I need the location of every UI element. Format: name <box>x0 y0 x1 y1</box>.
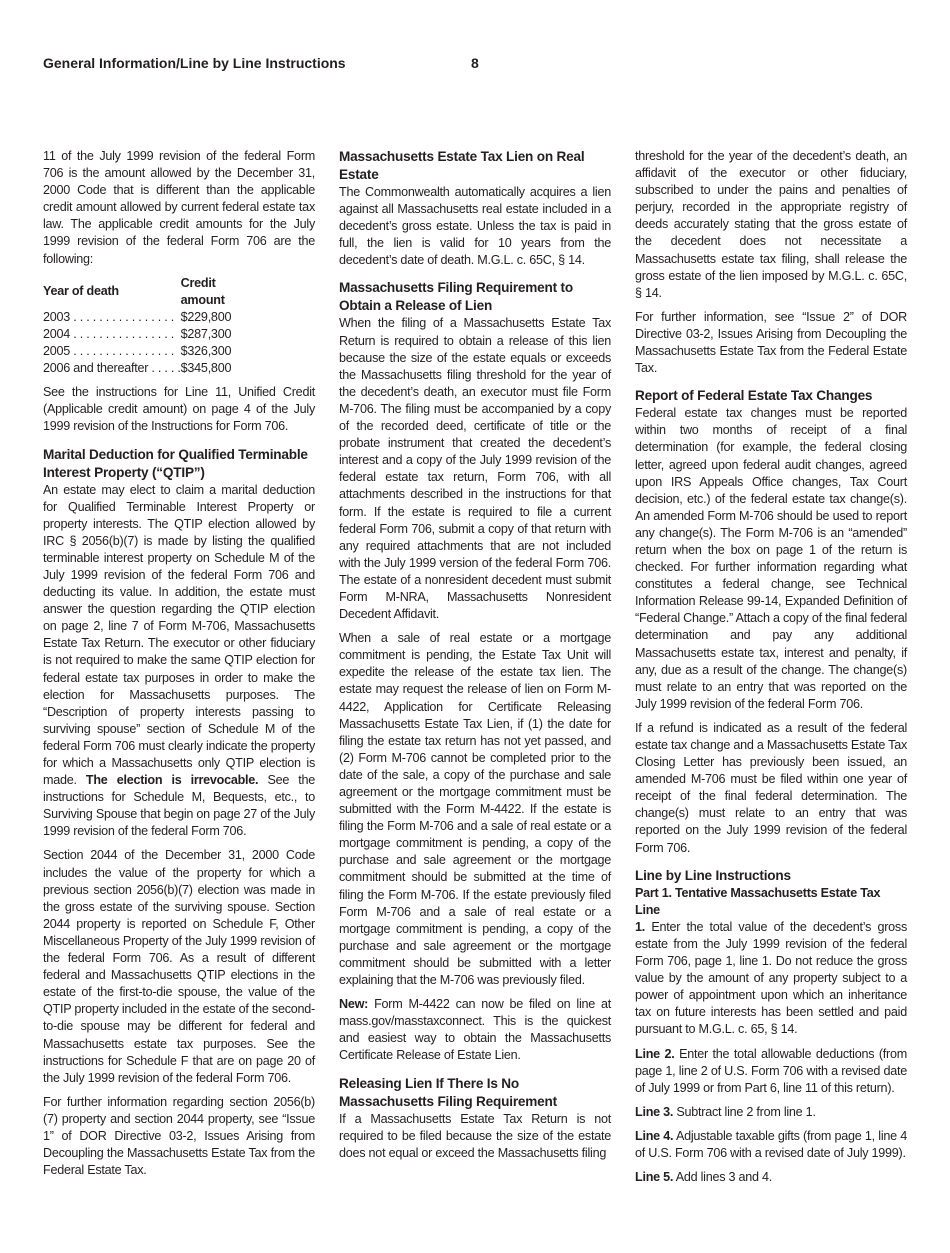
header-title: General Information/Line by Line Instructions <box>43 55 346 71</box>
section-heading-qtip: Marital Deduction for Qualified Terminable Interest Property (“QTIP”) <box>43 446 308 480</box>
paragraph: When a sale of real estate or a mortgage commitment is pending, the Estate Tax Unit will expedite the release of the estate tax lien. The estate may request the release of lien on Form M-4422, Application for Certificate Releasing Massachusetts Estate Tax Lien, if (1) the date for filing the estate tax return has not yet passed, and (2) Form M-706 cannot be completed prior to the date of the sale, a copy of the purchase and sale agreement or the mortgage commitment must be submitted with the Form M-4422. If the estate is filing the Form M-706 and a sale of real estate or a mortgage commitment is pending, a copy of the purchase and sale agreement or the mortgage commitment should be submitted at the time of filing the Form M-706. If the estate previously filed Form M-706 and a sale of real estate or a mortgage commitment is pending, a copy of the purchase and sale agreement or the mortgage commitment should be submitted with a letter explaining that the M-706 was previously filed. <box>339 631 611 988</box>
emphasis-text: The election is irrevocable. <box>85 773 259 788</box>
paragraph <box>43 482 315 841</box>
table-row <box>43 326 253 343</box>
page-number: 8 <box>471 55 479 71</box>
paragraph <box>635 1046 907 1097</box>
paragraph: See the instructions for Line 11, Unified Credit (Applicable credit amount) on page 4 of the July 1999 revision of the Instructions for Form 706. <box>43 385 315 434</box>
paragraph <box>635 1169 907 1186</box>
credit-amount-table <box>43 275 253 378</box>
paragraph: If a Massachusetts Estate Tax Return is not required to be filed because the size of the estate does not equal or exceed the Massachusetts filing <box>339 1111 611 1160</box>
table-row <box>43 360 253 377</box>
page-header <box>43 55 913 75</box>
amount-cell: $345,800 <box>180 361 232 376</box>
paragraph: If a refund is indicated as a result of the federal estate tax change and a Massachusetts Estate Tax Closing Letter has previously been issued, an amended M-706 must be filed within one year of receipt of the final federal determination. The change(s) must relate to an entry that was reported on the July 1999 revision of the federal Form 706. <box>635 720 907 855</box>
column-header-year: Year of death <box>43 284 119 299</box>
column-right <box>635 148 907 1193</box>
paragraph <box>635 1128 907 1162</box>
year-cell: 2005 . . . . . . . . . . . . . . . . <box>43 344 174 359</box>
line-label: Line 4. <box>635 1128 674 1143</box>
amount-cell: $326,300 <box>180 344 232 359</box>
table-row <box>43 309 253 326</box>
section-heading-report: Report of Federal Estate Tax Changes <box>635 388 873 404</box>
emphasis-text: New: <box>339 997 369 1012</box>
paragraph <box>339 996 611 1064</box>
paragraph-text: See the instructions for Schedule M, Bequests, etc., to Surviving Spouse that begin on page 27 of the July 1999 revision of the federal Form 706. <box>43 773 316 839</box>
paragraph: For further information regarding section 2056(b)(7) property and section 2044 property, see “Issue 1” of DOR Directive 03-2, Issues Arising from Decoupling the Massachusetts Estate Tax from the Federal Estate Tax. <box>43 1094 315 1178</box>
paragraph <box>635 1104 907 1121</box>
section-heading-filing: Massachusetts Filing Requirement to Obtain a Release of Lien <box>339 280 573 314</box>
paragraph: Section 2044 of the December 31, 2000 Code includes the value of the property for which a previous section 2056(b)(7) election was made in the gross estate of the surviving spouse. Section 2044 property is reported on Schedule F, Other Miscellaneous Property of the July 1999 revision of the federal Form 706. As a result of different federal and Massachusetts QTIP elections in the estate of the first-to-die spouse, the value of the QTIP property included in the estate of the second-to-die spouse may be different for federal and Massachusetts estate tax purposes. See the instructions for Schedule F that are on page 20 of the July 1999 revision of the federal Form 706. <box>43 848 315 1085</box>
line-label: Line 2. <box>635 1046 675 1061</box>
year-cell: 2003 . . . . . . . . . . . . . . . . <box>43 309 174 324</box>
year-cell: 2006 and thereafter . . . . . <box>43 361 181 376</box>
line-text: Adjustable taxable gifts (from page 1, line 4 of U.S. Form 706 with a revised date of July 1999). <box>635 1128 907 1160</box>
amount-cell: $287,300 <box>180 326 232 341</box>
paragraph: 11 of the July 1999 revision of the federal Form 706 is the amount allowed by the December 31, 2000 Code that is different than the applicable credit amount allowed by current federal estate tax law. The applicable credit amounts for the July 1999 revision of the federal Form 706 are the following: <box>43 149 315 266</box>
table-header-row <box>43 275 253 309</box>
amount-cell: $229,800 <box>180 309 232 324</box>
column-header-credit: Credit amount <box>180 275 225 307</box>
column-left <box>43 148 315 1186</box>
part-1-subheading: Part 1. Tentative Massachusetts Estate Tax Line <box>635 885 881 917</box>
paragraph: The Commonwealth automatically acquires a lien against all Massachusetts real estate included in a decedent’s gross estate. Unless the tax is paid in full, the lien is valid for 10 years from the decedent’s date of death. M.G.L. c. 65C, § 14. <box>339 185 611 268</box>
table-row <box>43 343 253 360</box>
line-text: Enter the total allowable deductions (from page 1, line 2 of U.S. Form 706 with a revised date of July 1999 or from Part 6, line 11 of this return). <box>635 1046 907 1095</box>
line-label: 1. <box>635 919 646 934</box>
column-middle <box>339 148 611 1169</box>
paragraph: For further information, see “Issue 2” of DOR Directive 03-2, Issues Arising from Decoupling the Massachusetts Estate Tax from the Federal Estate Tax. <box>635 309 907 376</box>
line-text: Subtract line 2 from line 1. <box>676 1104 816 1119</box>
paragraph: When the filing of a Massachusetts Estate Tax Return is required to obtain a release of this lien because the size of the estate equals or exceeds the Massachusetts filing threshold for the year of the decedent’s death, an executor must file Form M-706. The filing must be accompanied by a copy of the recorded deed, certificate of title or the probate instrument that created the decedent’s interest and a copy of the July 1999 revision of the federal estate tax return, Form 706, with all attachments described in the instructions for that form. If the estate is required to file a current federal Form 706, submit a copy of that return with any required attachments that are not included with the July 1999 version of the federal Form 706. The estate of a nonresident decedent must submit Form M-NRA, Massachusetts Nonresident Decedent Affidavit. <box>339 316 611 622</box>
paragraph-text: Form M-4422 can now be filed on line at mass.gov/masstaxconnect. This is the quickest and easiest way to obtain the Massachusetts Certificate Release of Estate Lien. <box>339 997 611 1063</box>
line-text: Add lines 3 and 4. <box>675 1170 773 1185</box>
section-heading-line-by-line: Line by Line Instructions <box>635 867 791 883</box>
line-text: Enter the total value of the decedent’s gross estate from the July 1999 revision of the federal Form 706, page 1, line 1. Do not reduce the gross value by the amount of any property subject to a power of appointment upon which an inheritance tax on future interests has been settled and paid pursuant to M.G.L. c. 65, § 14. <box>635 919 907 1037</box>
section-heading-lien: Massachusetts Estate Tax Lien on Real Estate <box>339 149 585 182</box>
line-label: Line 3. <box>635 1104 674 1119</box>
paragraph: Federal estate tax changes must be reported within two months of receipt of a final determination (for example, the federal closing letter, agreed upon federal audit changes, agreed upon IRS Appeals Office changes, Tax Court decision, etc.) of the federal estate tax change(s). An amended Form M-706 should be used to report any change(s). The Form M-706 is an “amended” return when the box on page 1 of the return is checked. For further information regarding what constitutes a federal change, see Technical Information Release 99-14, Expanded Definition of “Federal Change.” Attach a copy of the final federal determination and pay any additional Massachusetts estate tax, interest and penalty, if any, due as a result of the change. The change(s) must relate to an entry that was reported on the July 1999 revision of the federal Form 706. <box>635 406 907 711</box>
section-heading-release: Releasing Lien If There Is No Massachusetts Filing Requirement <box>339 1075 557 1109</box>
paragraph: threshold for the year of the decedent’s death, an affidavit of the executor or other fiduciary, subscribed to under the pains and penalties of perjury, recorded in the appropriate registry of deeds accurately stating that the gross estate of the decedent does not necessitate a Massachusetts estate tax filing, shall release the gross estate of the lien imposed by M.G.L. c. 65C, § 14. <box>635 149 907 300</box>
year-cell: 2004 . . . . . . . . . . . . . . . . <box>43 326 174 341</box>
paragraph <box>635 885 907 1039</box>
line-label: Line 5. <box>635 1170 674 1185</box>
paragraph-text: An estate may elect to claim a marital deduction for Qualified Terminable Interest Property or property interests. The QTIP election allowed by IRC § 2056(b)(7) is made by listing the qualified terminable interest property on Schedule M of the July 1999 revision of the federal Form 706 and deducting its value. In addition, the estate must answer the question regarding the QTIP election on page 2, line 7 of Form M-706, Massachusetts Estate Tax Return. The executor or other fiduciary is not required to make the same QTIP election for federal estate tax purposes in order to make the election for Massachusetts purposes. The “Description of property interests passing to surviving spouse” section of Schedule M of the federal Form 706 must clearly indicate the property for which a Massachusetts only QTIP election is made. <box>43 482 315 788</box>
